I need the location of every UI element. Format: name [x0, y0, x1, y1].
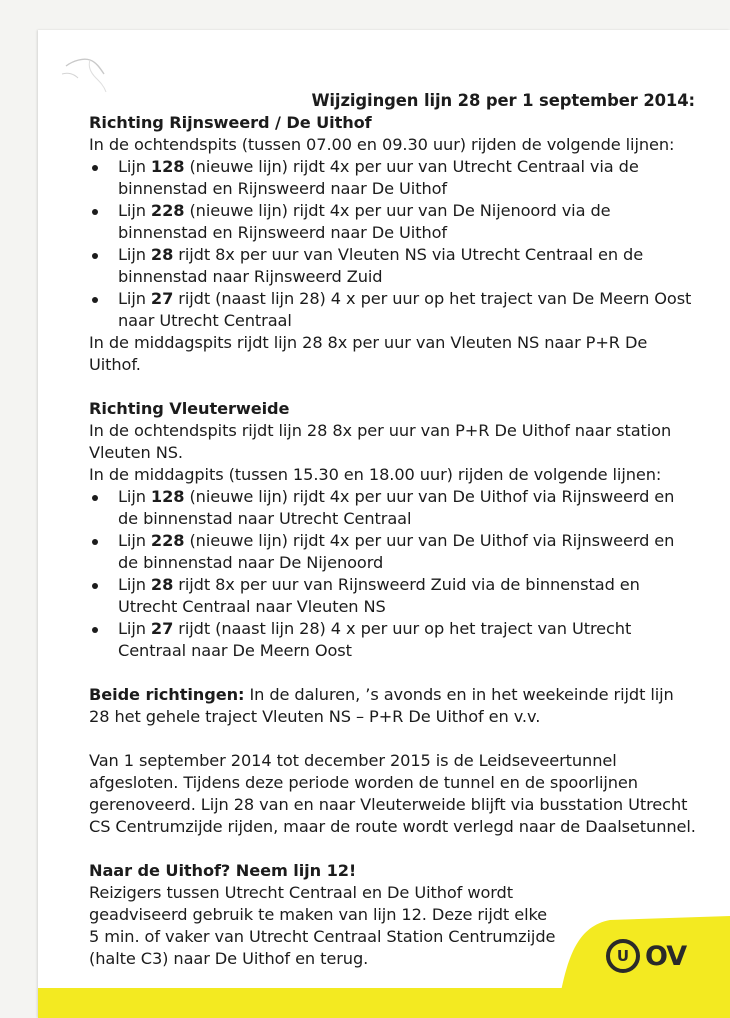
- section-heading-vleuterweide: Richting Vleuterweide: [89, 399, 290, 418]
- line-number: 27: [150, 619, 174, 638]
- document-content: [89, 90, 699, 970]
- advice-line: geadviseerd gebruik te maken van lijn 12. Deze rijdt elke: [89, 905, 548, 924]
- both-directions-label: Beide richtingen:: [89, 685, 245, 704]
- list-item: Lijn 228 (nieuwe lijn) rijdt 4x per uur van De Uithof via Rijnsweerd en de binnenstad naar De Nijenoord: [89, 530, 699, 574]
- advice-line: 5 min. of vaker van Utrecht Centraal Station Centrumzijde: [89, 927, 556, 946]
- both-directions-paragraph: Beide richtingen: In de daluren, ’s avonds en in het weekeinde rijdt lijn 28 het gehele traject Vleuten NS – P+R De Uithof en v.v.: [89, 685, 674, 726]
- list-item: Lijn 27 rijdt (naast lijn 28) 4 x per uur op het traject van De Meern Oost naar Utrecht Centraal: [89, 288, 699, 332]
- list-item: Lijn 228 (nieuwe lijn) rijdt 4x per uur van De Nijenoord via de binnenstad en Rijnsweerd naar De Uithof: [89, 200, 699, 244]
- u-ov-logo-icon: [606, 934, 706, 978]
- section-heading-uithof: Naar de Uithof? Neem lijn 12!: [89, 861, 357, 880]
- line-list-vleuterweide: [89, 486, 699, 662]
- tunnel-closure-paragraph: Van 1 september 2014 tot december 2015 is de Leidseveertunnel afgesloten. Tijdens deze periode worden de tunnel en de spoorlijnen gerenoveerd. Lijn 28 van en naar Vleuterweide blijft via busstation Utrecht CS Centrumzijde rijden, maar de route wordt verlegd naar de Daalsetunnel.: [89, 751, 696, 836]
- line-number: 228: [150, 531, 185, 550]
- yellow-footer-band: [38, 988, 730, 1018]
- line-number: 27: [150, 289, 174, 308]
- list-item: Lijn 28 rijdt 8x per uur van Rijnsweerd Zuid via de binnenstad en Utrecht Centraal naar Vleuten NS: [89, 574, 699, 618]
- section-intro: In de ochtendspits rijdt lijn 28 8x per uur van P+R De Uithof naar station Vleuten NS.: [89, 421, 672, 462]
- line-number: 128: [150, 487, 185, 506]
- document-title: Wijzigingen lijn 28 per 1 september 2014:: [311, 91, 695, 110]
- section-outro: In de middagspits rijdt lijn 28 8x per uur van Vleuten NS naar P+R De Uithof.: [89, 333, 648, 374]
- advice-line: (halte C3) naar De Uithof en terug.: [89, 949, 369, 968]
- section-heading-rijnsweerd: Richting Rijnsweerd / De Uithof: [89, 113, 372, 132]
- list-item: Lijn 28 rijdt 8x per uur van Vleuten NS via Utrecht Centraal en de binnenstad naar Rijnsweerd Zuid: [89, 244, 699, 288]
- line-number: 128: [150, 157, 185, 176]
- u-ov-mark-icon: U: [606, 939, 640, 973]
- advice-line: Reizigers tussen Utrecht Centraal en De Uithof wordt: [89, 883, 513, 902]
- u-ov-logo-text: OV: [645, 940, 687, 972]
- line-number: 28: [150, 245, 174, 264]
- list-item: Lijn 128 (nieuwe lijn) rijdt 4x per uur van Utrecht Centraal via de binnenstad en Rijnsweerd naar De Uithof: [89, 156, 699, 200]
- list-item: Lijn 128 (nieuwe lijn) rijdt 4x per uur van De Uithof via Rijnsweerd en de binnenstad naar Utrecht Centraal: [89, 486, 699, 530]
- section-intro: In de middagpits (tussen 15.30 en 18.00 uur) rijden de volgende lijnen:: [89, 465, 662, 484]
- line-list-rijnsweerd: [89, 156, 699, 332]
- section-intro: In de ochtendspits (tussen 07.00 en 09.30 uur) rijden de volgende lijnen:: [89, 135, 675, 154]
- line-number: 28: [150, 575, 174, 594]
- line-number: 228: [150, 201, 185, 220]
- list-item: Lijn 27 rijdt (naast lijn 28) 4 x per uur op het traject van Utrecht Centraal naar De Meern Oost: [89, 618, 699, 662]
